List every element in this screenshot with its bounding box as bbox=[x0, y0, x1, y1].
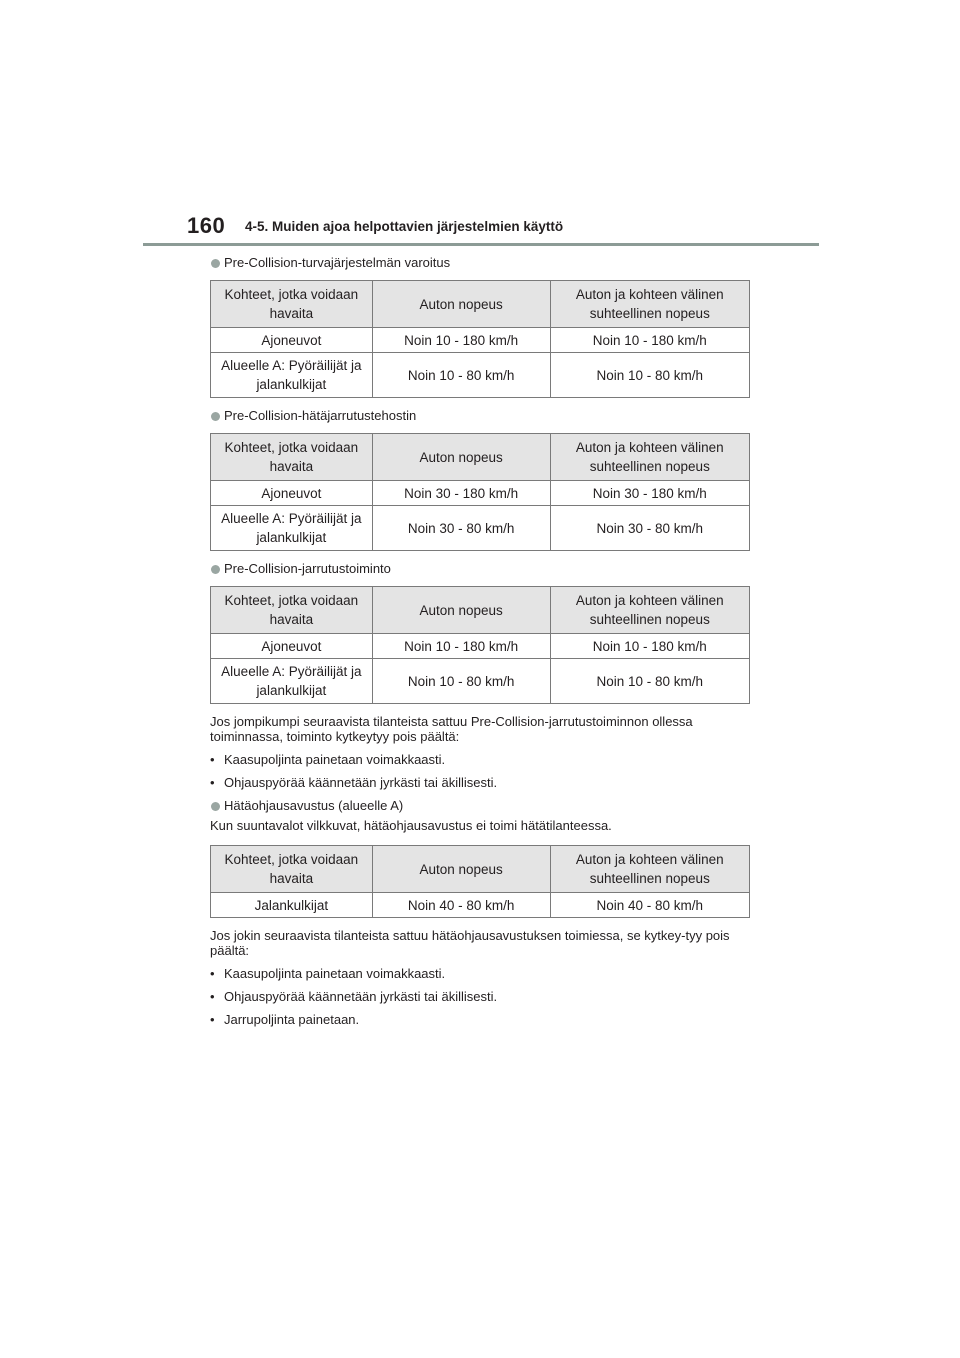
table-cell: Noin 30 - 80 km/h bbox=[550, 506, 749, 551]
list-item bbox=[210, 775, 750, 790]
section-brake-assist bbox=[210, 408, 750, 551]
list-item-text: Kaasupoljinta painetaan voimakkaasti. bbox=[224, 752, 446, 767]
table-cell: Noin 10 - 180 km/h bbox=[372, 328, 550, 353]
section-title: Pre-Collision-hätäjarrutustehostin bbox=[224, 408, 417, 423]
list-item-text: Ohjauspyörää käännetään jyrkästi tai äkillisesti. bbox=[224, 775, 498, 790]
section-title: Hätäohjausavustus (alueelle A) bbox=[224, 798, 404, 813]
table-cell: Ajoneuvot bbox=[211, 328, 373, 353]
table-cell: Jalankulkijat bbox=[211, 893, 373, 918]
bullet-icon bbox=[211, 802, 220, 811]
table-cell: Noin 10 - 80 km/h bbox=[372, 353, 550, 398]
list-item bbox=[210, 989, 750, 1004]
header-relative-speed: Auton ja kohteen välinen suhteellinen nopeus bbox=[550, 281, 749, 328]
list-dot: • bbox=[210, 966, 215, 981]
section-heading bbox=[211, 255, 750, 271]
section-heading bbox=[211, 561, 750, 577]
header-detectable-objects: Kohteet, jotka voidaan havaita bbox=[211, 434, 373, 481]
header-detectable-objects: Kohteet, jotka voidaan havaita bbox=[211, 587, 373, 634]
list-dot: • bbox=[210, 989, 215, 1004]
spec-table bbox=[210, 845, 750, 918]
table-cell: Noin 40 - 80 km/h bbox=[550, 893, 749, 918]
table-row bbox=[211, 353, 750, 398]
table-header-row bbox=[211, 281, 750, 328]
table-cell: Noin 10 - 80 km/h bbox=[550, 659, 749, 704]
header-relative-speed: Auton ja kohteen välinen suhteellinen nopeus bbox=[550, 846, 749, 893]
page-number: 160 bbox=[187, 213, 226, 238]
table-row bbox=[211, 481, 750, 506]
section-title: Pre-Collision-jarrutustoiminto bbox=[224, 561, 391, 576]
bullet-icon bbox=[211, 412, 220, 421]
section-steering-assist bbox=[210, 798, 750, 1027]
table-cell: Noin 30 - 80 km/h bbox=[372, 506, 550, 551]
table-row bbox=[211, 506, 750, 551]
table-cell: Noin 10 - 180 km/h bbox=[550, 634, 749, 659]
spec-table bbox=[210, 586, 750, 704]
table-cell: Alueelle A: Pyöräilijät ja jalankulkijat bbox=[211, 659, 373, 704]
list-dot: • bbox=[210, 1012, 215, 1027]
header-vehicle-speed: Auton nopeus bbox=[372, 587, 550, 634]
table-row bbox=[211, 893, 750, 918]
table-header-row bbox=[211, 434, 750, 481]
header-relative-speed: Auton ja kohteen välinen suhteellinen nopeus bbox=[550, 434, 749, 481]
spec-table bbox=[210, 433, 750, 551]
page-content bbox=[210, 255, 750, 1027]
bullet-icon bbox=[211, 565, 220, 574]
chapter-title: 4-5. Muiden ajoa helpottavien järjestelmien käyttö bbox=[245, 219, 564, 234]
section-braking bbox=[210, 561, 750, 790]
list-item-text: Ohjauspyörää käännetään jyrkästi tai äkillisesti. bbox=[224, 989, 498, 1004]
list-item bbox=[210, 966, 750, 981]
header-vehicle-speed: Auton nopeus bbox=[372, 846, 550, 893]
header-detectable-objects: Kohteet, jotka voidaan havaita bbox=[211, 846, 373, 893]
list-item bbox=[210, 752, 750, 767]
spec-table bbox=[210, 280, 750, 398]
table-row bbox=[211, 328, 750, 353]
list-item-text: Jarrupoljinta painetaan. bbox=[224, 1012, 360, 1027]
condition-note: Jos jompikumpi seuraavista tilanteista sattuu Pre-Collision-jarrutustoiminnon ollessa toiminnassa, toiminto kytkeytyy pois päältä: bbox=[210, 714, 693, 744]
table-cell: Ajoneuvot bbox=[211, 634, 373, 659]
table-row bbox=[211, 634, 750, 659]
list-dot: • bbox=[210, 752, 215, 767]
section-intro: Kun suuntavalot vilkkuvat, hätäohjausavustus ei toimi hätätilanteessa. bbox=[210, 818, 612, 833]
table-cell: Noin 10 - 180 km/h bbox=[372, 634, 550, 659]
list-item-text: Kaasupoljinta painetaan voimakkaasti. bbox=[224, 966, 446, 981]
header-relative-speed: Auton ja kohteen välinen suhteellinen nopeus bbox=[550, 587, 749, 634]
table-row bbox=[211, 659, 750, 704]
table-cell: Noin 30 - 180 km/h bbox=[550, 481, 749, 506]
table-cell: Alueelle A: Pyöräilijät ja jalankulkijat bbox=[211, 353, 373, 398]
list-dot: • bbox=[210, 775, 215, 790]
bullet-icon bbox=[211, 259, 220, 268]
condition-note: Jos jokin seuraavista tilanteista sattuu hätäohjausavustuksen toimiessa, se kytkey-tyy pois päältä: bbox=[210, 928, 730, 958]
table-header-row bbox=[211, 846, 750, 893]
table-cell: Noin 30 - 180 km/h bbox=[372, 481, 550, 506]
header-detectable-objects: Kohteet, jotka voidaan havaita bbox=[211, 281, 373, 328]
header-vehicle-speed: Auton nopeus bbox=[372, 434, 550, 481]
table-cell: Noin 10 - 80 km/h bbox=[372, 659, 550, 704]
section-heading bbox=[211, 798, 750, 814]
table-cell: Noin 10 - 80 km/h bbox=[550, 353, 749, 398]
list-item bbox=[210, 1012, 750, 1027]
section-warning bbox=[210, 255, 750, 398]
table-header-row bbox=[211, 587, 750, 634]
table-cell: Noin 40 - 80 km/h bbox=[372, 893, 550, 918]
page-header bbox=[0, 0, 960, 250]
table-cell: Noin 10 - 180 km/h bbox=[550, 328, 749, 353]
table-cell: Ajoneuvot bbox=[211, 481, 373, 506]
header-vehicle-speed: Auton nopeus bbox=[372, 281, 550, 328]
section-heading bbox=[211, 408, 750, 424]
header-divider bbox=[143, 243, 819, 246]
section-title: Pre-Collision-turvajärjestelmän varoitus bbox=[224, 255, 451, 270]
table-cell: Alueelle A: Pyöräilijät ja jalankulkijat bbox=[211, 506, 373, 551]
